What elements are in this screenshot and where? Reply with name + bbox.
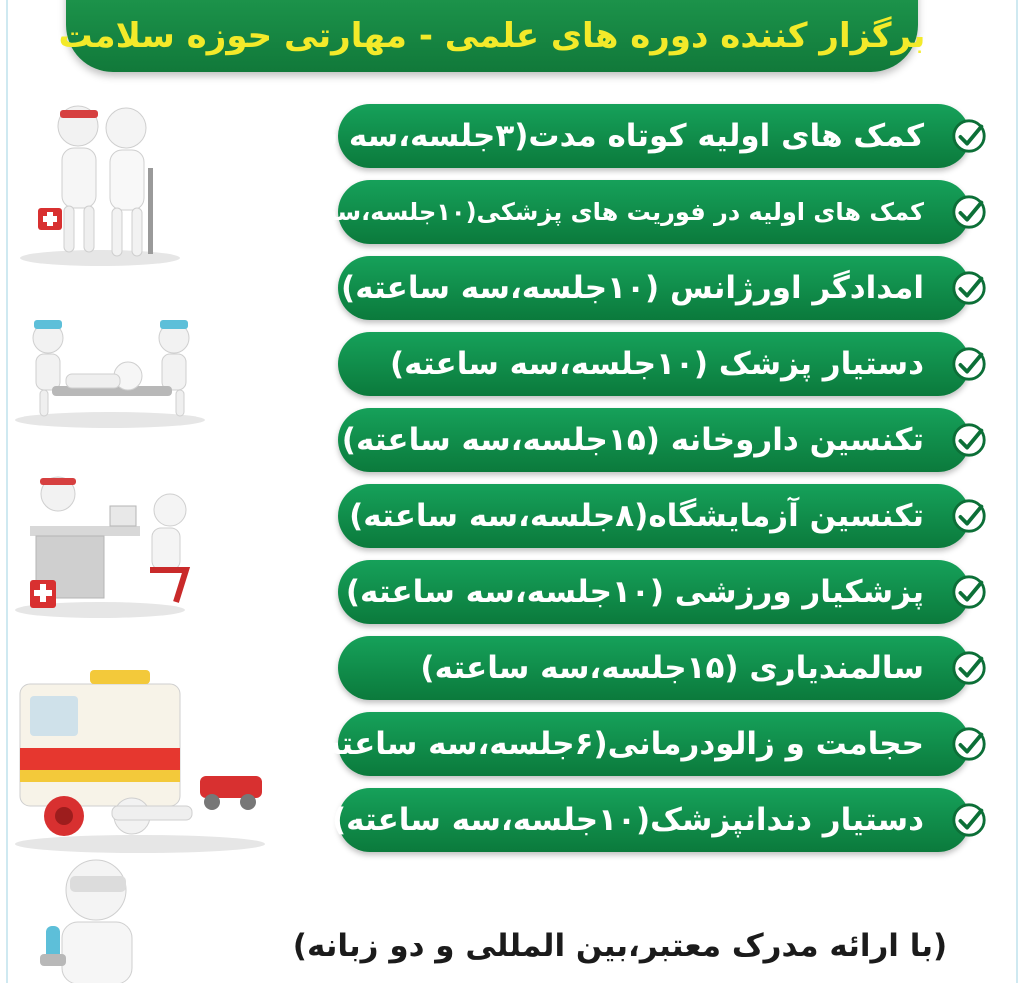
course-label: حجامت و زالودرمانی(۶جلسه،سه ساعته)	[308, 726, 924, 762]
course-pill	[338, 636, 970, 700]
check-circle-icon	[950, 497, 988, 535]
check-circle-icon	[950, 801, 988, 839]
course-pill	[230, 180, 970, 244]
check-circle-icon	[950, 269, 988, 307]
course-pill	[338, 408, 970, 472]
course-item	[229, 104, 974, 168]
check-circle-icon	[950, 649, 988, 687]
course-item	[338, 408, 974, 472]
course-pill	[338, 560, 970, 624]
page-title: برگزار کننده دوره های علمی - مهارتی حوزه سلامت	[58, 16, 926, 56]
course-pill	[338, 484, 970, 548]
course-label: کمک های اولیه در فوریت های پزشکی(۱۰جلسه،سه ساعته)	[230, 198, 924, 226]
check-circle-icon	[950, 421, 988, 459]
course-item	[338, 560, 974, 624]
course-label: امدادگر اورژانس (۱۰جلسه،سه ساعته)	[341, 270, 924, 306]
course-item	[338, 636, 974, 700]
course-pill	[229, 104, 970, 168]
check-circle-icon	[950, 117, 988, 155]
check-circle-icon	[950, 193, 988, 231]
pharmacist-icon	[0, 856, 150, 983]
course-label: تکنسین داروخانه (۱۵جلسه،سه ساعته)	[341, 422, 924, 458]
header-banner	[58, 0, 926, 72]
course-label: سالمندیاری (۱۵جلسه،سه ساعته)	[420, 650, 924, 686]
course-pill	[308, 712, 970, 776]
course-pill	[331, 788, 970, 852]
course-item	[230, 180, 974, 244]
doctor-patient-icon	[0, 98, 200, 268]
course-item	[338, 332, 974, 396]
course-label: پزشکیار ورزشی (۱۰جلسه،سه ساعته)	[345, 574, 924, 610]
footer-note: (با ارائه مدرک معتبر،بین المللی و دو زبانه)	[292, 928, 948, 964]
frame-line-right	[1016, 0, 1018, 983]
course-label: تکنسین آزمایشگاه(۸جلسه،سه ساعته)	[349, 498, 924, 534]
course-item	[331, 788, 974, 852]
medical-desk-icon	[0, 470, 200, 620]
course-pill	[338, 256, 970, 320]
course-item	[338, 484, 974, 548]
course-item	[338, 256, 974, 320]
course-label: کمک های اولیه کوتاه مدت(۳جلسه،سه ساعته)	[229, 118, 924, 154]
course-label: دستیار پزشک (۱۰جلسه،سه ساعته)	[389, 346, 924, 382]
course-item	[308, 712, 974, 776]
check-circle-icon	[950, 345, 988, 383]
check-circle-icon	[950, 573, 988, 611]
ambulance-icon	[0, 656, 275, 856]
stretcher-icon	[0, 312, 215, 432]
course-label: دستیار دندانپزشک(۱۰جلسه،سه ساعته)	[331, 802, 924, 838]
check-circle-icon	[950, 725, 988, 763]
course-pill	[338, 332, 970, 396]
